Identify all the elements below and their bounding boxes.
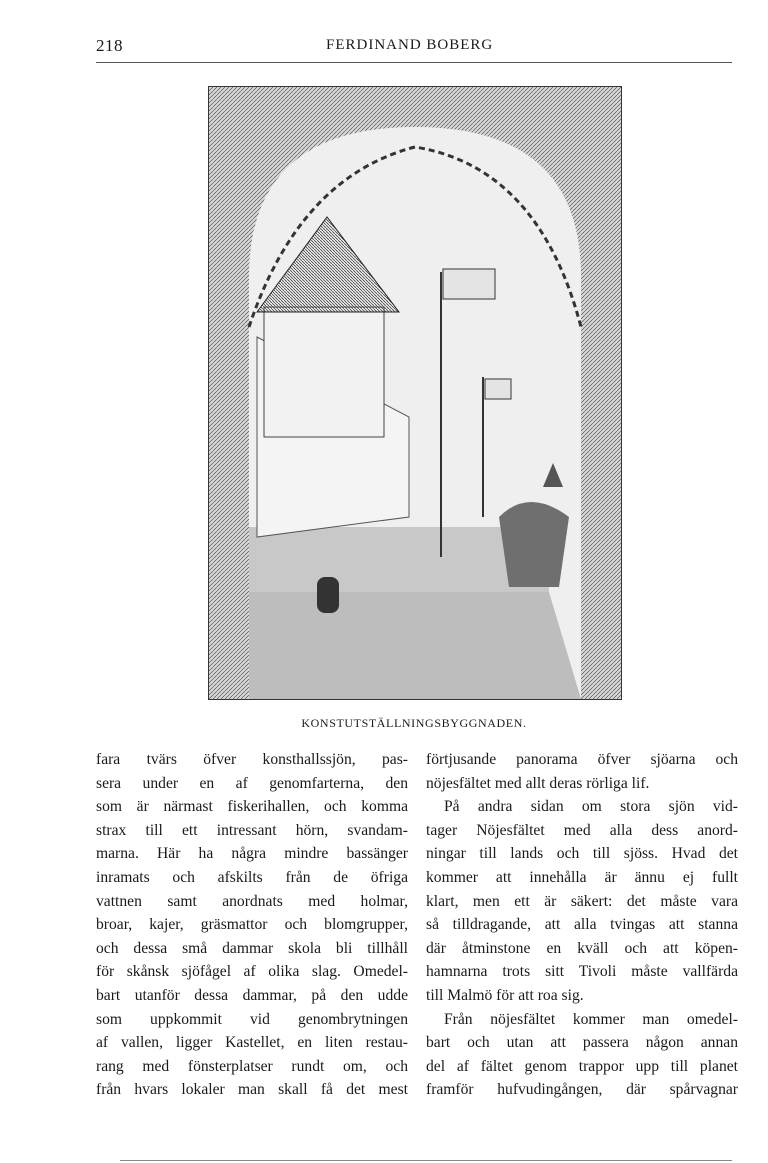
text-column-right [426,748,738,1102]
running-head: FERDINAND BOBERG [326,37,494,53]
text-line: till Malmö för att roa sig. [426,986,584,1004]
text-line: På andra sidan om stora sjön vid- [444,798,738,816]
illustration [208,86,622,700]
text-line: hamnarna trots sitt Tivoli måste vallfärda [426,963,738,981]
flag-2 [485,379,511,399]
text-line: så tilldragande, att alla tvingas att stanna [426,916,738,934]
text-line: vattnen samt anordnats med holmar, [96,892,408,910]
bollard [317,577,339,613]
figure-caption: KONSTUTSTÄLLNINGSBYGGNADEN. [301,716,527,730]
text-line: rang med fönsterplatser rundt om, och [96,1057,408,1075]
text-line: där åtminstone en kväll och att köpen- [426,939,738,957]
text-line: fara tvärs öfver konsthallssjön, pas- [96,751,408,768]
bottom-rule [120,1160,732,1161]
page-number: 218 [96,36,123,55]
text-line: af vallen, ligger Kastellet, en liten restau- [96,1034,408,1052]
text-line: strax till ett intressant hörn, svandam- [96,821,408,839]
flag [443,269,495,299]
text-line: bart och utan att passera någon annan [426,1034,738,1052]
text-line: nöjesfältet med allt deras rörliga lif. [426,774,650,792]
text-line: som uppkommit vid genombrytningen [96,1010,408,1028]
text-line: kommer att innehålla är ännu ej fullt [426,868,738,886]
text-line: bart utanför dessa dammar, på den udde [96,986,408,1004]
text-line: sera under en af genomfarterna, den [96,774,408,792]
text-line: inramats och afskilts från de öfriga [96,868,408,886]
text-line: och dessa små dammar skola bli tillhåll [96,939,408,957]
text-line: klart, men ett är säkert: det måste vara [426,892,738,910]
page-header [96,36,732,63]
text-line: som är närmast fiskerihallen, och komma [96,798,408,816]
text-line: framför hufvudingången, där spårvagnar [426,1081,738,1099]
text-line: förtjusande panorama öfver sjöarna och [426,751,738,768]
text-line: marna. Här ha några mindre bassänger [96,845,408,863]
text-line: Från nöjesfältet kommer man omedel- [444,1010,738,1028]
text-line: tager Nöjesfältet med alla dess anord- [426,821,738,839]
engraving-art [209,87,621,699]
text-column-left [96,748,408,1102]
text-line: ningar till lands och till sjöss. Hvad det [426,845,738,863]
tower [264,307,384,437]
quay [249,592,581,699]
flower-urn [499,502,569,587]
text-line: för skånsk sjöfågel af olika slag. Omedel- [96,963,408,981]
text-line: broar, kajer, gräsmattor och blomgrupper, [96,916,408,934]
text-line: del af fältet genom trappor upp till planet [426,1057,738,1075]
text-line: från hvars lokaler man skall få det mest [96,1081,408,1099]
